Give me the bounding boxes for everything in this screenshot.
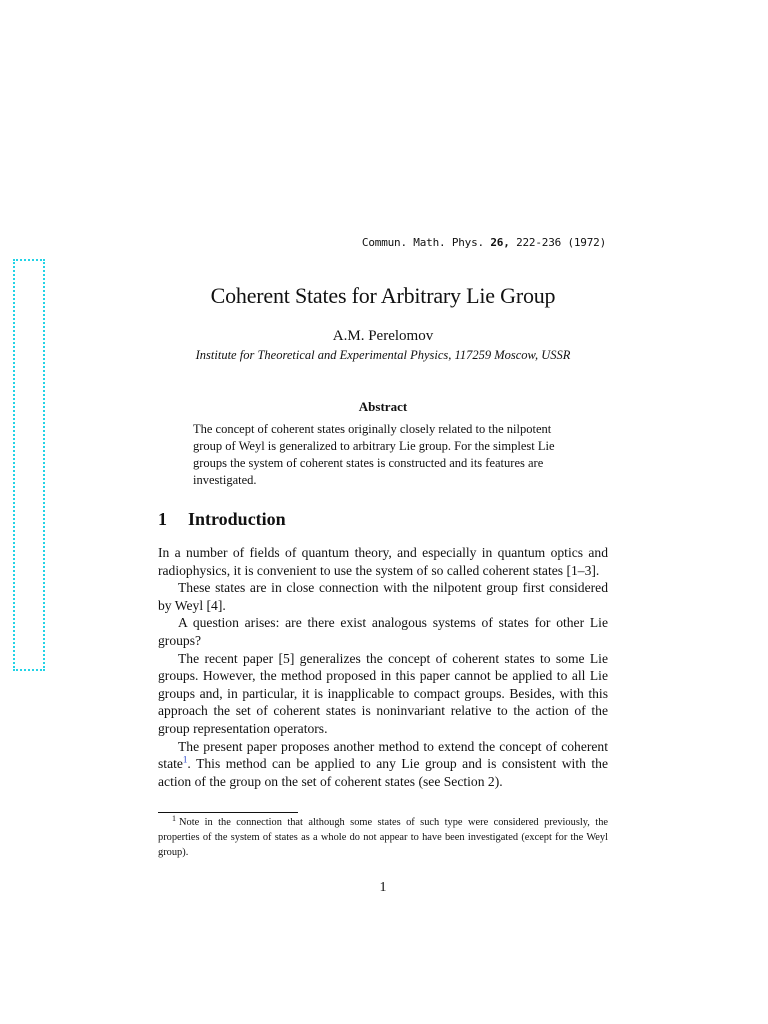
journal-ref-suffix: 222-236 (1972) [509,236,606,249]
page-number: 1 [379,880,387,895]
footnote-link[interactable]: 1 [182,754,188,765]
author-name: A.M. Perelomov [332,328,434,344]
journal-ref-volume: 26, [490,236,510,249]
paragraph: A question arises: are there exist analogous systems of states for other Lie groups? [158,615,608,648]
section-number: 1 [158,509,167,529]
section-heading [158,509,286,530]
abstract-body: The concept of coherent states originally closely related to the nilpotent group of Weyl is generalized to arbitrary Lie group. For the simplest Lie groups the system of coherent states is constructed and its features are investigated. [193,422,555,487]
paper-title: Coherent States for Arbitrary Lie Group [210,283,556,308]
paragraph-text: The present paper proposes another method to extend the concept of coherent state [158,738,608,772]
paragraph: These states are in close connection with the nilpotent group first considered by Weyl [4]. [158,580,608,613]
paragraph: The recent paper [5] generalizes the concept of coherent states to some Lie groups. However, the method proposed in this paper cannot be applied to all Lie groups and, in particular, it is inapplicable to compact groups. Besides, with this approach the set of coherent states is noninvariant relative to the action of the group representation operators. [158,650,608,736]
footnote [158,815,608,860]
dotted-margin-frame [13,259,45,671]
footnote-text: Note in the connection that although some states of such type were considered previously, the properties of the system of states as a whole do not appear to have been investigated (except for the Weyl group). [158,817,608,858]
paragraph: In a number of fields of quantum theory, and especially in quantum optics and radiophysics, it is convenient to use the system of so called coherent states [1–3]. [158,545,608,578]
abstract-heading: Abstract [358,399,408,414]
journal-reference [362,236,606,249]
paragraph-text: . This method can be applied to any Lie group and is consistent with the action of the group on the set of coherent states (see Section 2). [158,756,608,789]
journal-ref-prefix: Commun. Math. Phys. [361,236,491,249]
author-affiliation: Institute for Theoretical and Experimental Physics, 117259 Moscow, USSR [195,348,571,362]
footnote-divider [158,812,298,813]
paragraph [158,738,608,791]
section-title: Introduction [188,509,286,529]
body-text [158,544,608,790]
footnote-number: 1 [172,813,176,823]
